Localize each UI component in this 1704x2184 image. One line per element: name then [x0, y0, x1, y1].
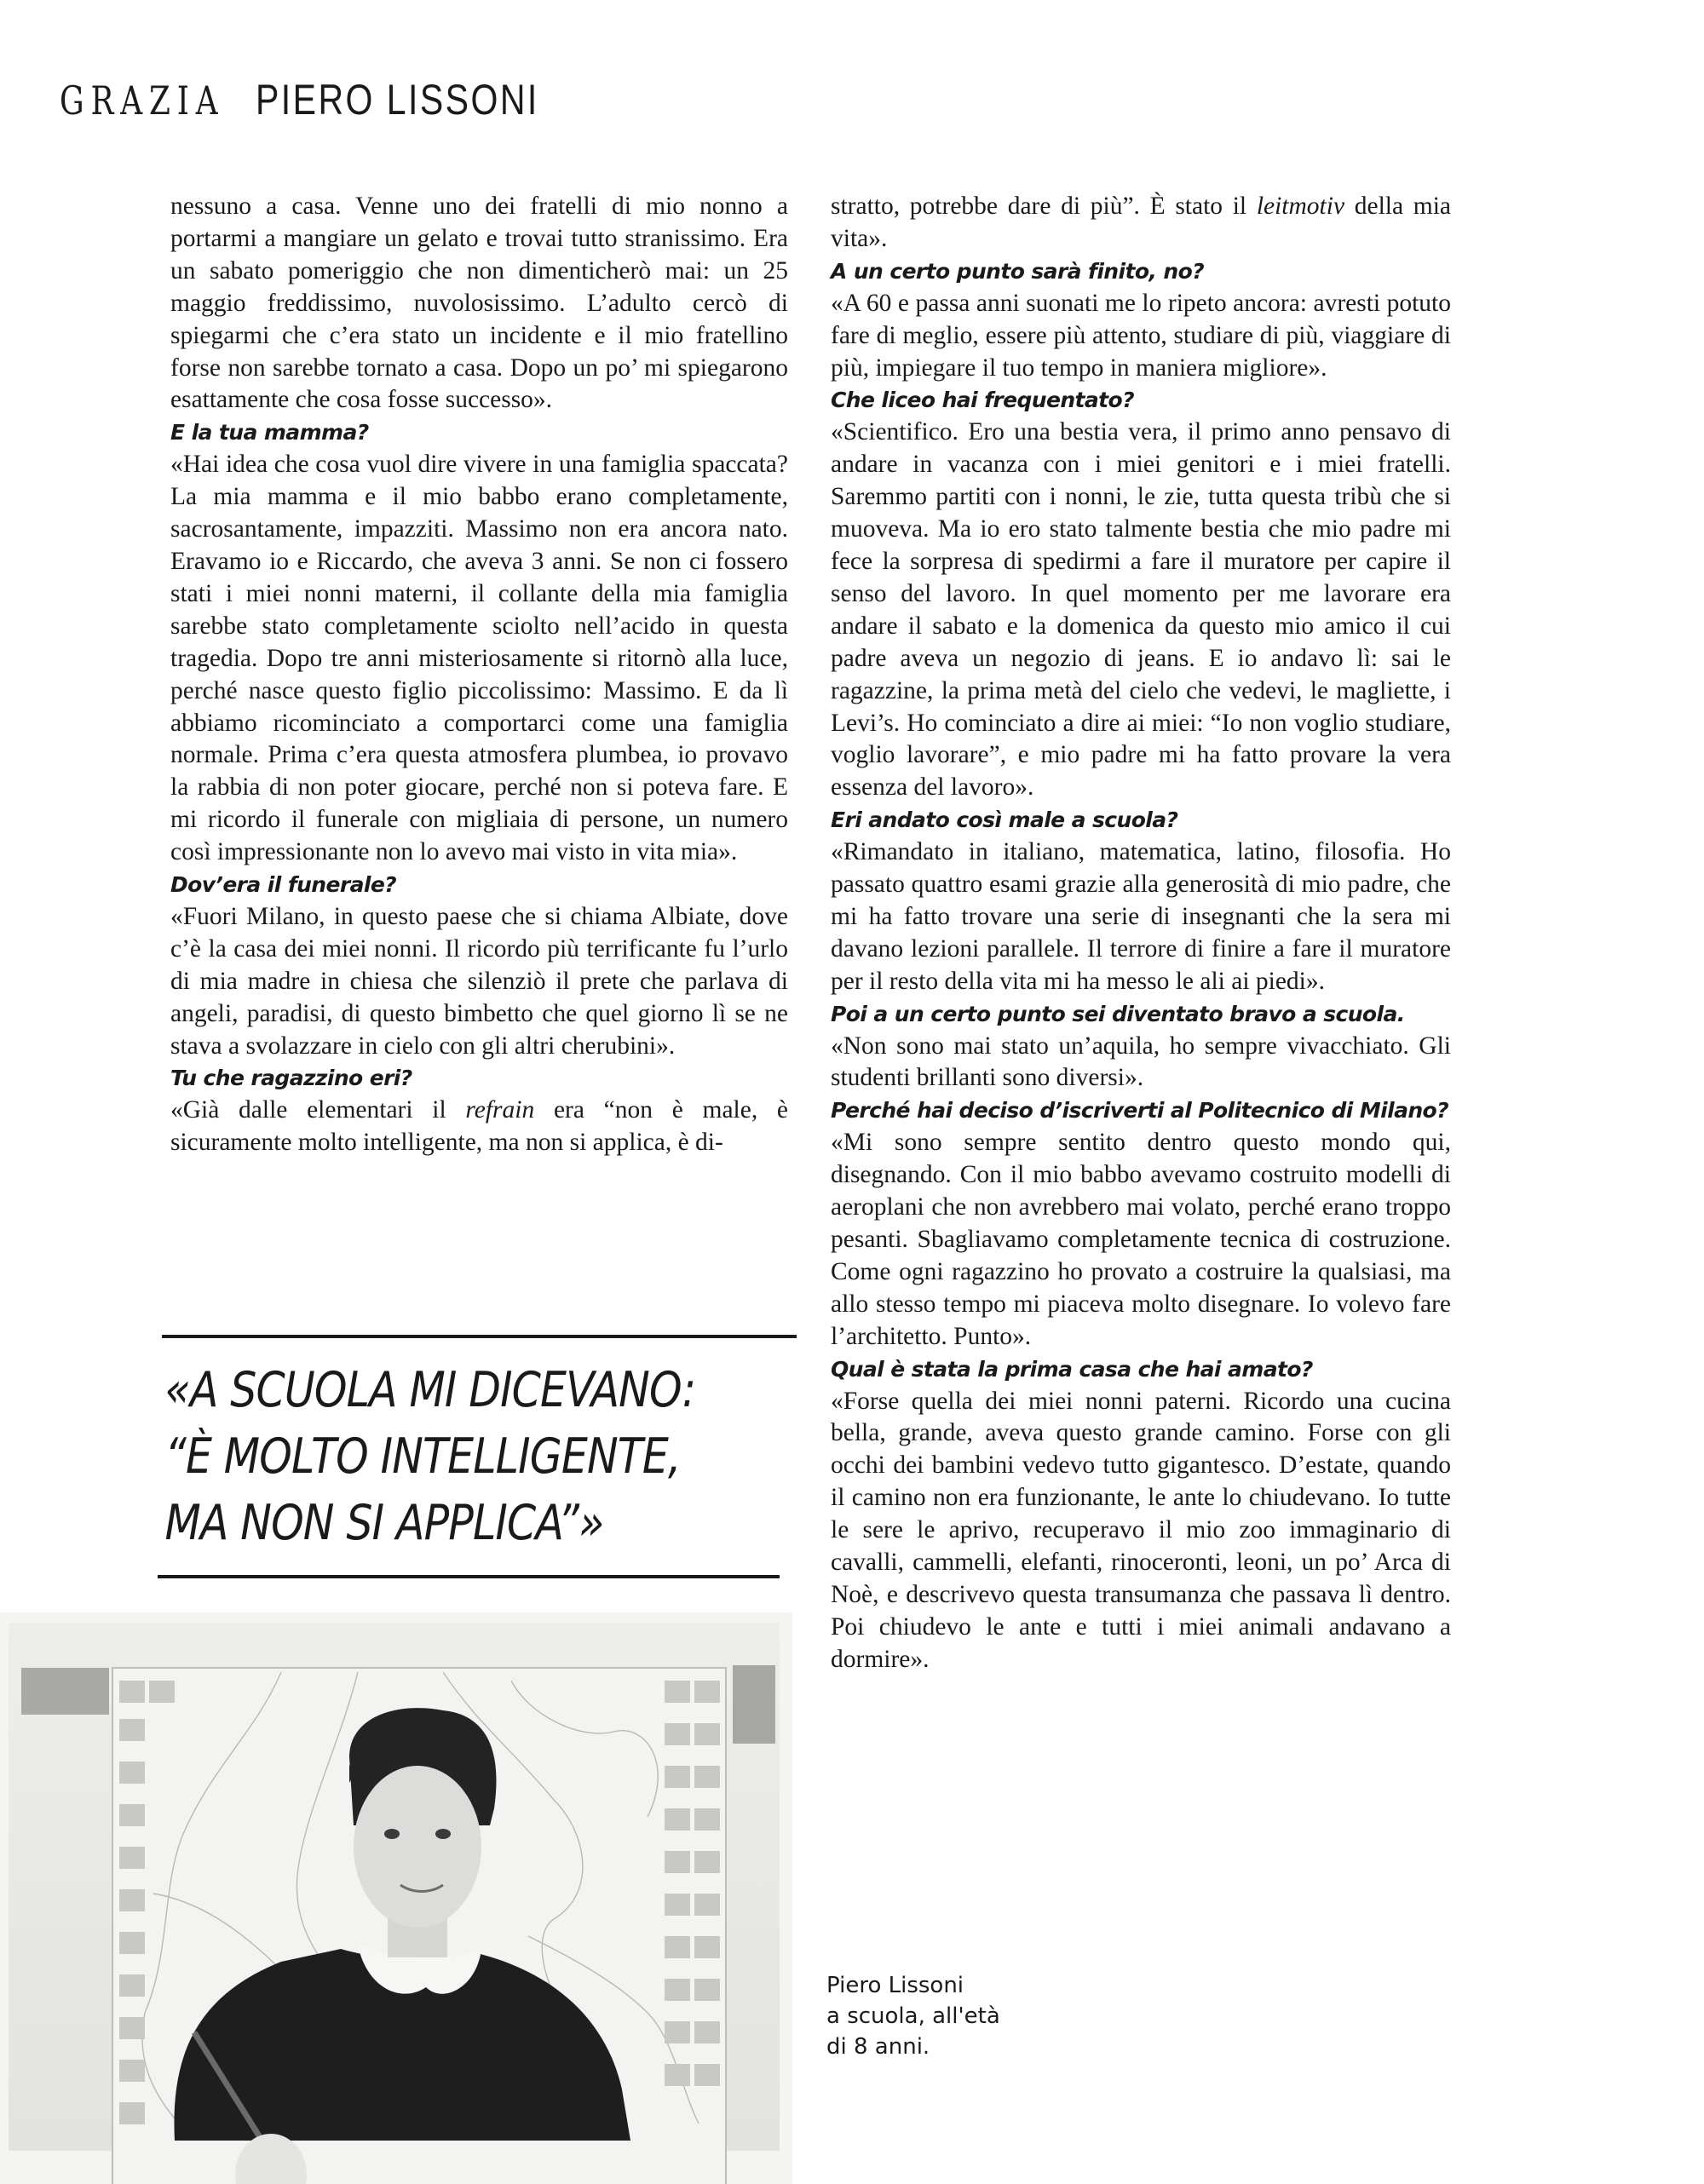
- interview-question: Dov’era il funerale?: [170, 872, 397, 898]
- photo-caption: Piero Lissoni a scuola, all'età di 8 anni.: [826, 1973, 1000, 2060]
- answer-paragraph: «Già dalle elementari il refrain era “non è male, è sicuramente molto intelligente, ma non si applica, è di-: [170, 1096, 789, 1157]
- interview-question: Eri andato così male a scuola?: [831, 808, 1178, 833]
- interview-question: Poi a un certo punto sei diventato bravo a scuola.: [831, 1001, 1405, 1026]
- interview-question: Qual è stata la prima casa che hai amato?: [831, 1356, 1313, 1382]
- section-title: PIERO LISSONI: [256, 76, 539, 124]
- interview-question: A un certo punto sarà finito, no?: [831, 258, 1205, 284]
- article-column-right: [831, 191, 1451, 1676]
- answer-paragraph: «A 60 e passa anni suonati me lo ripeto ancora: avresti potuto fare di meglio, essere più attento, studiare di più, viaggiare di più, impiegare il tuo tempo in maniera migliore».: [831, 289, 1451, 382]
- interview-question: Che liceo hai frequentato?: [831, 388, 1134, 413]
- italic-term: leitmotiv: [1256, 193, 1345, 220]
- photo-illustration: [0, 1612, 792, 2184]
- pull-quote-text: «A SCUOLA MI DICEVANO: “È MOLTO INTELLIGENTE, MA NON SI APPLICA”»: [164, 1362, 696, 1551]
- answer-paragraph: stratto, potrebbe dare di più”. È stato il leitmotiv della mia vita».: [831, 193, 1451, 252]
- answer-paragraph: «Non sono mai stato un’aquila, ho sempre vivacchiato. Gli studenti brillanti sono diversi».: [831, 1032, 1451, 1092]
- answer-paragraph: nessuno a casa. Venne uno dei fratelli di mio nonno a portarmi a mangiare un gelato e trovai tutto stranissimo. Era un sabato pomeriggio che non dimenticherò mai: un 25 maggio freddissimo, nuvolosissimo. L’adulto cercò di spiegarmi che c’era stato un incidente e il mio fratellino forse non sarebbe tornato a casa. Dopo un po’ mi spiegarono esattamente che cosa fosse successo».: [170, 193, 788, 414]
- article-column-left: [170, 191, 788, 1159]
- childhood-photo: [0, 1612, 792, 2184]
- interview-question: E la tua mamma?: [170, 420, 369, 445]
- masthead: [60, 75, 602, 135]
- answer-paragraph: «Mi sono sempre sentito dentro questo mondo qui, disegnando. Con il mio babbo avevamo costruito modelli di aeroplani che non avrebbero mai volato, perché erano troppo pesanti. Sbagliavamo completamente tecnica di costruzione. Come ogni ragazzino ho provato a costruire la qualsiasi, ma allo stesso tempo mi piaceva molto disegnare. Io volevo fare l’architetto. Punto».: [831, 1129, 1451, 1350]
- answer-paragraph: «Hai idea che cosa vuol dire vivere in una famiglia spaccata? La mia mamma e il mio babbo erano completamente, sacrosantamente, impazziti. Massimo non era ancora nato. Eravamo io e Riccardo, che aveva 3 anni. Se non ci fossero stati i miei nonni materni, il collante della mia famiglia sarebbe stato completamente sciolto nell’acido in questa tragedia. Dopo tre anni misteriosamente si ritornò alla luce, perché nasce questo figlio piccolissimo: Massimo. E da lì abbiamo ricominciato a comportarci come una famiglia normale. Prima c’era questa atmosfera plumbea, io provavo la rabbia di non poter giocare, perché non si poteva fare. E mi ricordo il funerale con migliaia di persone, un numero così impressionante non lo avevo mai visto in vita mia».: [170, 451, 788, 866]
- pull-quote-bottom-rule: [158, 1575, 780, 1578]
- answer-paragraph: «Rimandato in italiano, matematica, latino, filosofia. Ho passato quattro esami grazie alla generosità di mio padre, che mi ha fatto trovare una serie di insegnanti che la sera mi davano lezioni parallele. Il terrore di finire a fare il muratore per il resto della vita mi ha messo le ali ai piedi».: [831, 838, 1451, 995]
- italic-term: refrain: [465, 1096, 535, 1124]
- pull-quote: [162, 1335, 797, 1578]
- answer-paragraph: «Fuori Milano, in questo paese che si chiama Albiate, dove c’è la casa dei miei nonni. Il ricordo più terrificante fu l’urlo di mia madre in chiesa che silenziò il prete che parlava di angeli, paradisi, di questo bimbetto che quel giorno lì se ne stava a svolazzare in cielo con gli altri cherubini».: [170, 902, 788, 1060]
- magazine-logo: GRAZIA: [60, 78, 225, 124]
- answer-paragraph: «Scientifico. Ero una bestia vera, il primo anno pensavo di andare in vacanza con i miei genitori e i miei fratelli. Saremmo partiti con i nonni, le zie, tutta questa tribù che si muoveva. Ma io ero stato talmente bestia che mio padre mi fece la sorpresa di spedirmi a fare il muratore per capire il senso del lavoro. In quel momento per me lavorare era andare il sabato e la domenica da questo mio amico il cui padre aveva un negozio di jeans. E io andavo lì: sai le ragazzine, la prima metà del cielo che vedevi, le magliette, i Levi’s. Ho cominciato a dire ai miei: “Io non voglio studiare, voglio lavorare”, e mio padre mi ha fatto provare la vera essenza del lavoro».: [831, 418, 1451, 802]
- answer-paragraph: «Forse quella dei miei nonni paterni. Ricordo una cucina bella, grande, aveva questo grande camino. Forse con gli occhi dei bambini vedevo tutto gigantesco. D’estate, quando il camino non era funzionante, le ante lo chiudevano. Io tutte le sere le aprivo, recuperavo il mio zoo immaginario di cavalli, cammelli, elefanti, rinoceronti, leoni, un po’ Arca di Noè, e descrivevo questa transumanza che passava lì dentro. Poi chiudevo le ante e tutti i miei animali andavano a dormire».: [831, 1387, 1451, 1673]
- interview-question: Tu che ragazzino eri?: [170, 1066, 412, 1091]
- interview-question: Perché hai deciso d’iscriverti al Politecnico di Milano?: [831, 1098, 1449, 1124]
